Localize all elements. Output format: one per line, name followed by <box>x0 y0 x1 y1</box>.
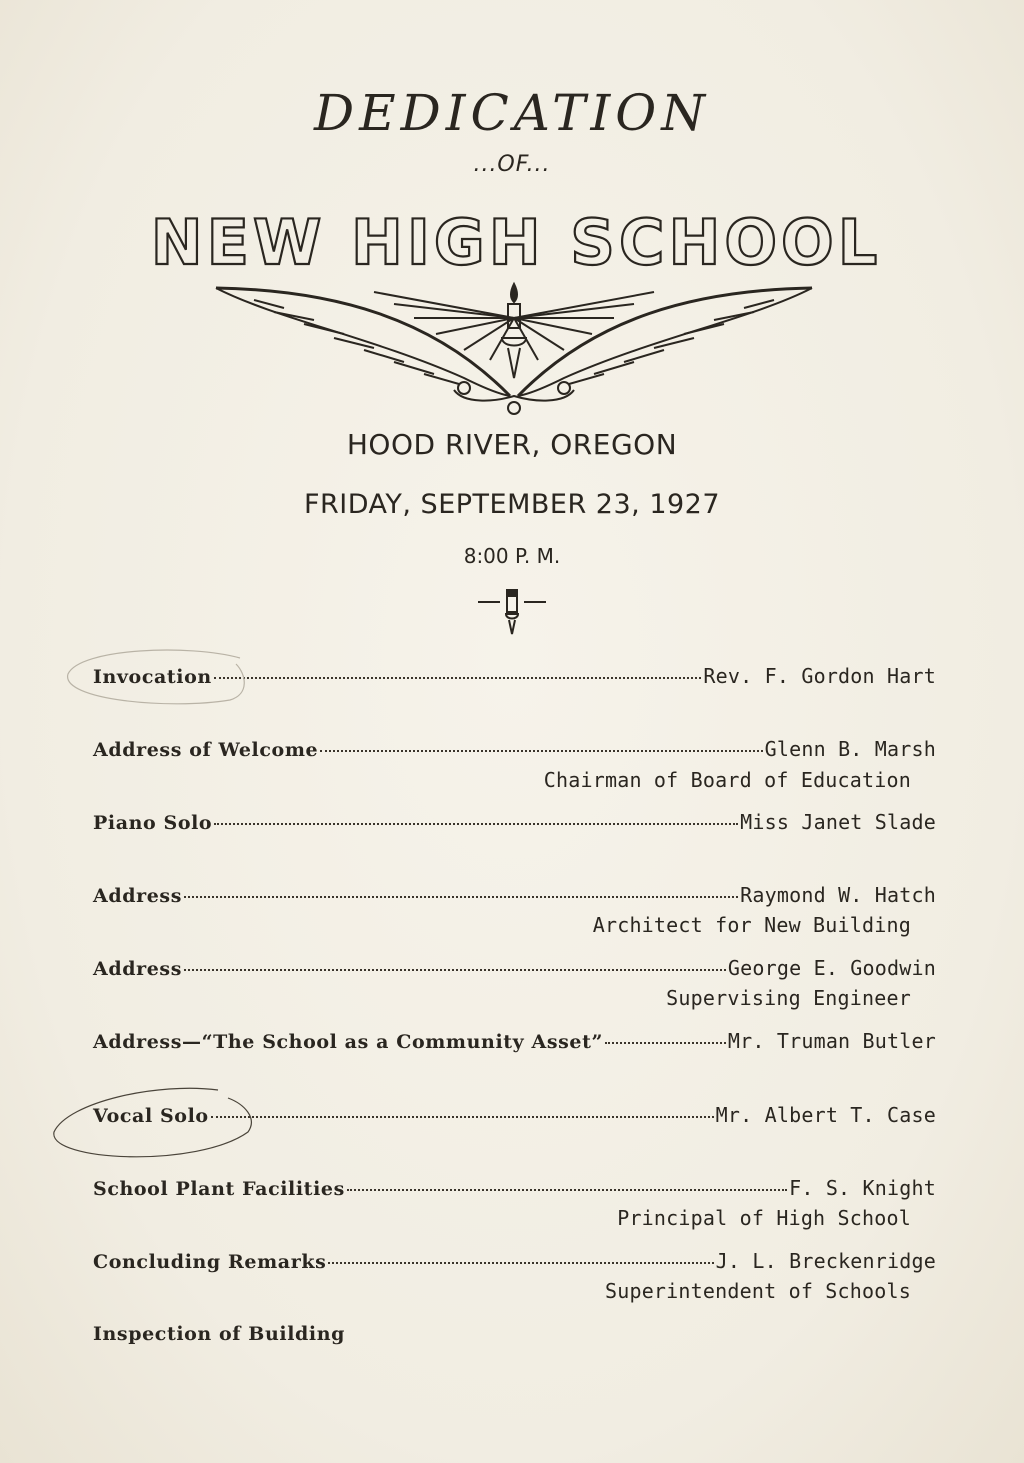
program-row <box>93 1029 936 1059</box>
dot-leader <box>184 895 738 898</box>
program-item: Concluding Remarks <box>93 1251 327 1273</box>
program-row <box>93 664 936 694</box>
school-name-heading <box>150 206 882 279</box>
program-row <box>93 1176 936 1206</box>
dot-leader <box>211 1115 714 1118</box>
dot-leader <box>214 676 702 679</box>
dot-leader <box>320 749 762 752</box>
program-person: Mr. Truman Butler <box>727 1029 936 1053</box>
program-person: George E. Goodwin <box>727 956 936 980</box>
program-row <box>93 883 936 913</box>
school-name: NEW HIGH SCHOOL <box>150 206 882 279</box>
program-person: Rev. F. Gordon Hart <box>703 664 936 688</box>
title-of: ...OF... <box>473 152 551 177</box>
program-role: Architect for New Building <box>592 913 911 937</box>
program-row <box>93 956 936 986</box>
dot-leader <box>214 822 738 825</box>
dot-leader <box>605 1041 726 1044</box>
program-person: Mr. Albert T. Case <box>715 1103 936 1127</box>
program-person: J. L. Breckenridge <box>715 1249 936 1273</box>
program-item: Inspection of Building <box>93 1323 346 1345</box>
program-row <box>93 1249 936 1279</box>
program-item: Address <box>93 958 183 980</box>
program-item: Invocation <box>93 666 212 688</box>
winged-torch-emblem <box>214 278 814 418</box>
event-date: FRIDAY, SEPTEMBER 23, 1927 <box>303 489 721 520</box>
program-row <box>93 810 936 840</box>
program-item: Address—“The School as a Community Asset” <box>93 1031 604 1053</box>
program-item: Piano Solo <box>93 812 213 834</box>
program-item: School Plant Facilities <box>93 1178 345 1200</box>
program-role: Chairman of Board of Education <box>543 768 911 792</box>
program-role: Supervising Engineer <box>666 986 911 1010</box>
program-item: Address <box>93 885 183 907</box>
page-title: DEDICATION <box>314 84 710 142</box>
event-time: 8:00 P. M. <box>463 544 561 568</box>
program-person: Raymond W. Hatch <box>740 883 936 907</box>
event-location: HOOD RIVER, OREGON <box>346 428 678 461</box>
program-row <box>93 737 936 767</box>
program-person: Miss Janet Slade <box>740 810 936 834</box>
dot-leader <box>347 1188 787 1191</box>
torch-divider-icon <box>476 588 548 638</box>
dot-leader <box>184 968 726 971</box>
dot-leader <box>328 1261 713 1264</box>
program-role: Superintendent of Schools <box>604 1279 911 1303</box>
program-item: Vocal Solo <box>93 1105 209 1127</box>
program-person: Glenn B. Marsh <box>764 737 936 761</box>
program-item: Address of Welcome <box>93 739 319 761</box>
program-role: Principal of High School <box>617 1206 911 1230</box>
program-person: F. S. Knight <box>789 1176 936 1200</box>
program-row <box>93 1323 936 1353</box>
program-row <box>93 1103 936 1133</box>
